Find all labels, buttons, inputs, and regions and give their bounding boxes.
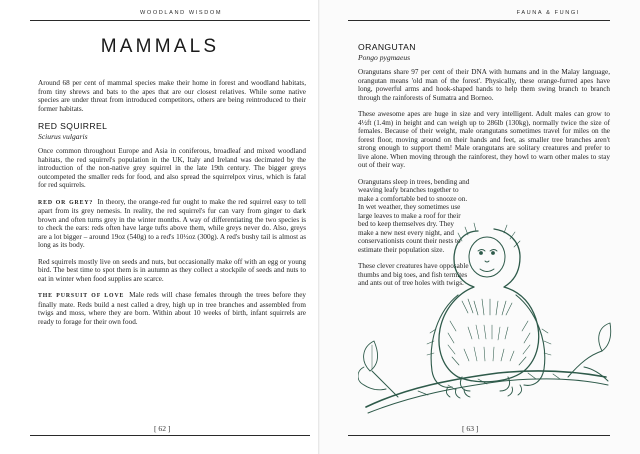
orangutan-paragraph-2: These awesome apes are huge in size and very intelligent. Adult males can grow to 4½ft (1.4m) in height and can weigh up to 286lb (130kg), normally twice the size of females. Because of their weight, male orangutans sometimes travel for miles on the forest floor, moving around on their hands and feet, as smaller tree branches aren't strong enough to support them! Male orangutans are solitary creatures and prefer to live alone. When moving through the rainforest, they howl to warn other males to stay out of their way. [358, 110, 610, 169]
running-head-right: FAUNA & FUNGI [516, 10, 580, 16]
footer-rule-right [348, 435, 610, 436]
latin-name-orangutan: Pongo pygmaeus [358, 53, 411, 62]
pursuit-of-love-text: Male reds will chase females through the trees before they finally mate. Reds build a nest called a drey, high up in tree branches and assembled from twigs and moss, where they are born. Within about 10 weeks of birth, infant squirrels are ready to forage for their own food. [38, 291, 307, 326]
red-squirrel-paragraph-4 [38, 291, 306, 326]
header-rule-left [30, 20, 310, 21]
intro-paragraph: Around 68 per cent of mammal species make their home in forest and woodland habitats, from tiny shrews and bats to the apes that are our closest relatives. While some native species are under threat from introduced competitors, others are being reintroduced to their former habitats. [38, 79, 306, 113]
latin-name-red-squirrel: Sciurus vulgaris [38, 132, 88, 141]
left-column [38, 79, 306, 334]
orangutan-engraving-icon [358, 201, 612, 423]
chapter-title: MAMMALS [100, 36, 220, 57]
running-head-left: WOODLAND WISDOM [140, 10, 223, 16]
pursuit-of-love-lead: THE PURSUIT OF LOVE [38, 293, 125, 299]
orangutan-paragraph-1: Orangutans share 97 per cent of their DNA with humans and in the Malay language, orangutan means 'old man of the forest'. Physically, these orange-furred apes have long, powerful arms and hook-shaped hands to help them swing branch to branch through the rainforests of Sumatra and Borneo. [358, 68, 610, 102]
orangutan-paragraph-3: Orangutans sleep in trees, bending and weaving leafy branches together to make a comfortable bed to snooze on. In wet weather, they sometimes use large leaves to make a roof for their bed to keep themselves dry. They make a new nest every night, and conservationists count their nests to estimate their population size. [358, 177, 470, 254]
section-title-orangutan: ORANGUTAN [358, 42, 416, 52]
header-rule-right [348, 20, 610, 21]
red-or-grey-lead: RED OR GREY? [38, 199, 94, 206]
page-number-left: [ 62 ] [154, 424, 171, 433]
section-title-red-squirrel: RED SQUIRREL [38, 121, 108, 131]
orangutan-paragraph-4: These clever creatures have opposable thumbs and big toes, and fish termites and ants out of tree holes with twigs. [358, 262, 469, 287]
page-number-right: [ 63 ] [462, 424, 479, 433]
footer-rule-left [30, 435, 310, 436]
red-squirrel-paragraph-1: Once common throughout Europe and Asia in coniferous, broadleaf and mixed woodland habitats, the red squirrel's population in the UK, Italy and Ireland was decimated by the introduction of the non-native grey squirrel in the late 19th century. The bigger greys outcompeted the smaller reds for food, and also spread the squirrelpox virus, which is fatal for red squirrels. [38, 147, 306, 189]
red-squirrel-paragraph-2 [38, 198, 306, 250]
red-or-grey-text: In theory, the orange-red fur ought to make the red squirrel easy to tell apart from its grey nemesis. In reality, the red squirrel's fur can vary from ginger to dark brown and often turns grey in the winter months. A way of differentiating the two species is to check the ears: reds often have large tufts above them, while greys never do. Also, greys are a lot bigger – around 19oz (540g) to a red's 10½oz (300g). A red's bushy tail is almost as long as its body. [38, 197, 307, 249]
red-squirrel-paragraph-3: Red squirrels mostly live on seeds and nuts, but occasionally make off with an egg or young bird. The best time to spot them is in autumn as they collect a stockpile of seeds and nuts to eat in winter when food supplies are scarce. [38, 257, 306, 283]
